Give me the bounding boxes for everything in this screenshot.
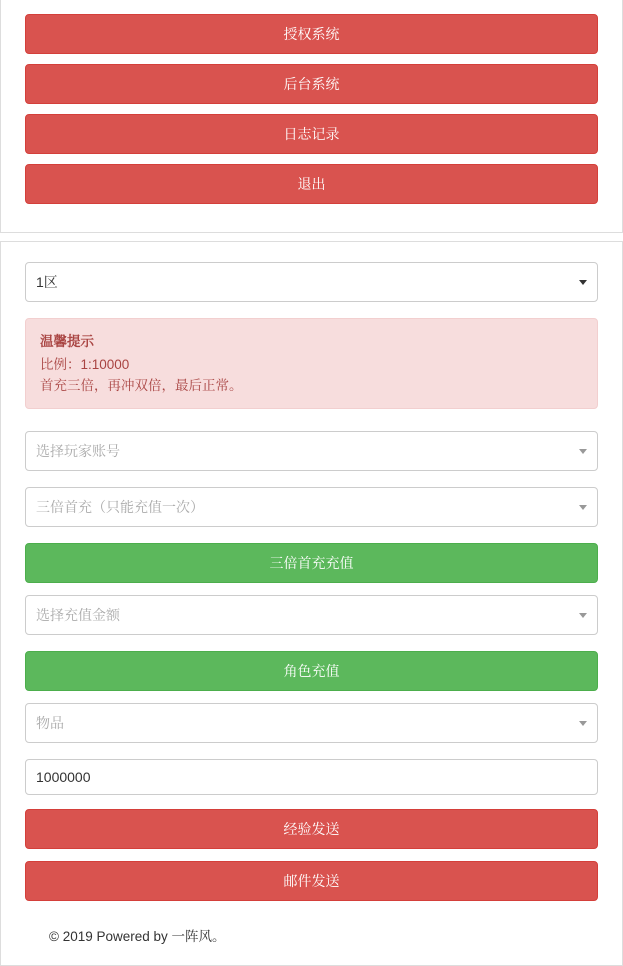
notice-line-2: 首充三倍，再冲双倍，最后正常。: [40, 378, 243, 393]
charge-amount-select[interactable]: [25, 595, 598, 635]
top-nav-panel: [0, 0, 623, 233]
exp-send-button[interactable]: 经验发送: [25, 809, 598, 849]
chevron-down-icon: [579, 505, 587, 510]
player-account-select[interactable]: [25, 431, 598, 471]
chevron-down-icon: [579, 449, 587, 454]
main-panel: [0, 241, 623, 966]
first-charge-select-value: 三倍首充（只能充值一次）: [36, 499, 204, 515]
mail-send-button[interactable]: 邮件发送: [25, 861, 598, 901]
item-select-value: 物品: [36, 715, 64, 731]
auth-system-button[interactable]: 授权系统: [25, 14, 598, 54]
notice-title: 温馨提示: [40, 334, 94, 349]
backend-system-button[interactable]: 后台系统: [25, 64, 598, 104]
player-account-select-value: 选择玩家账号: [36, 443, 120, 459]
server-select-value: 1区: [36, 274, 58, 290]
quantity-input[interactable]: [25, 759, 598, 795]
notice-alert: [25, 318, 598, 409]
chevron-down-icon: [579, 721, 587, 726]
footer-text: © 2019 Powered by 一阵风。: [49, 929, 226, 944]
server-select[interactable]: [25, 262, 598, 302]
notice-line-1: 比例：1:10000: [40, 357, 130, 372]
first-charge-select[interactable]: [25, 487, 598, 527]
chevron-down-icon: [579, 613, 587, 618]
logout-button[interactable]: 退出: [25, 164, 598, 204]
top-nav-button-group: [25, 14, 598, 204]
item-select[interactable]: [25, 703, 598, 743]
charge-amount-select-value: 选择充值金额: [36, 607, 120, 623]
chevron-down-icon: [579, 280, 587, 285]
first-charge-button[interactable]: 三倍首充充值: [25, 543, 598, 583]
log-record-button[interactable]: 日志记录: [25, 114, 598, 154]
role-charge-button[interactable]: 角色充值: [25, 651, 598, 691]
